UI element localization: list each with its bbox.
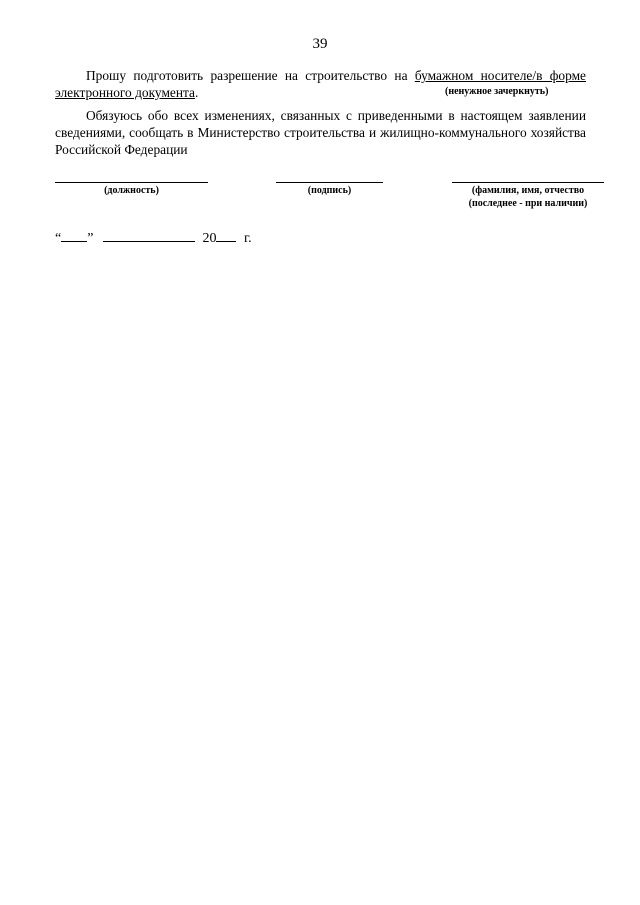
position-line	[55, 182, 208, 183]
signature-label: (подпись)	[307, 185, 352, 196]
request-end: .	[194, 85, 199, 100]
name-label	[440, 184, 616, 210]
request-text: Прошу подготовить разрешение на строительство на	[86, 68, 415, 83]
position-label: (должность)	[104, 185, 159, 196]
option-electronic: в форме электронного документа	[55, 68, 586, 100]
month-blank	[103, 229, 195, 242]
close-quote: ”	[87, 231, 94, 246]
year-blank	[216, 229, 236, 242]
page-number: 39	[312, 36, 328, 52]
day-blank	[61, 229, 87, 242]
signature-line	[276, 182, 383, 183]
date-row	[55, 229, 252, 247]
obligation-paragraph: Обязуюсь обо всех изменениях, связанных с приведенными в настоящем заявлении сведениями, сообщать в Министерство строительства и жилищно-коммунального хозяйства Российской Федерации	[55, 108, 586, 157]
name-label-line2: (последнее - при наличии)	[468, 198, 588, 209]
open-quote: “	[55, 231, 62, 246]
year-prefix: 20	[202, 231, 217, 246]
name-line	[452, 182, 604, 183]
strike-note: (ненужное зачеркнуть)	[445, 86, 549, 97]
name-label-line1: (фамилия, имя, отчество	[471, 185, 585, 196]
year-suffix: г.	[243, 231, 252, 246]
option-separator: /	[532, 68, 537, 83]
option-paper: бумажном носителе	[414, 68, 533, 83]
